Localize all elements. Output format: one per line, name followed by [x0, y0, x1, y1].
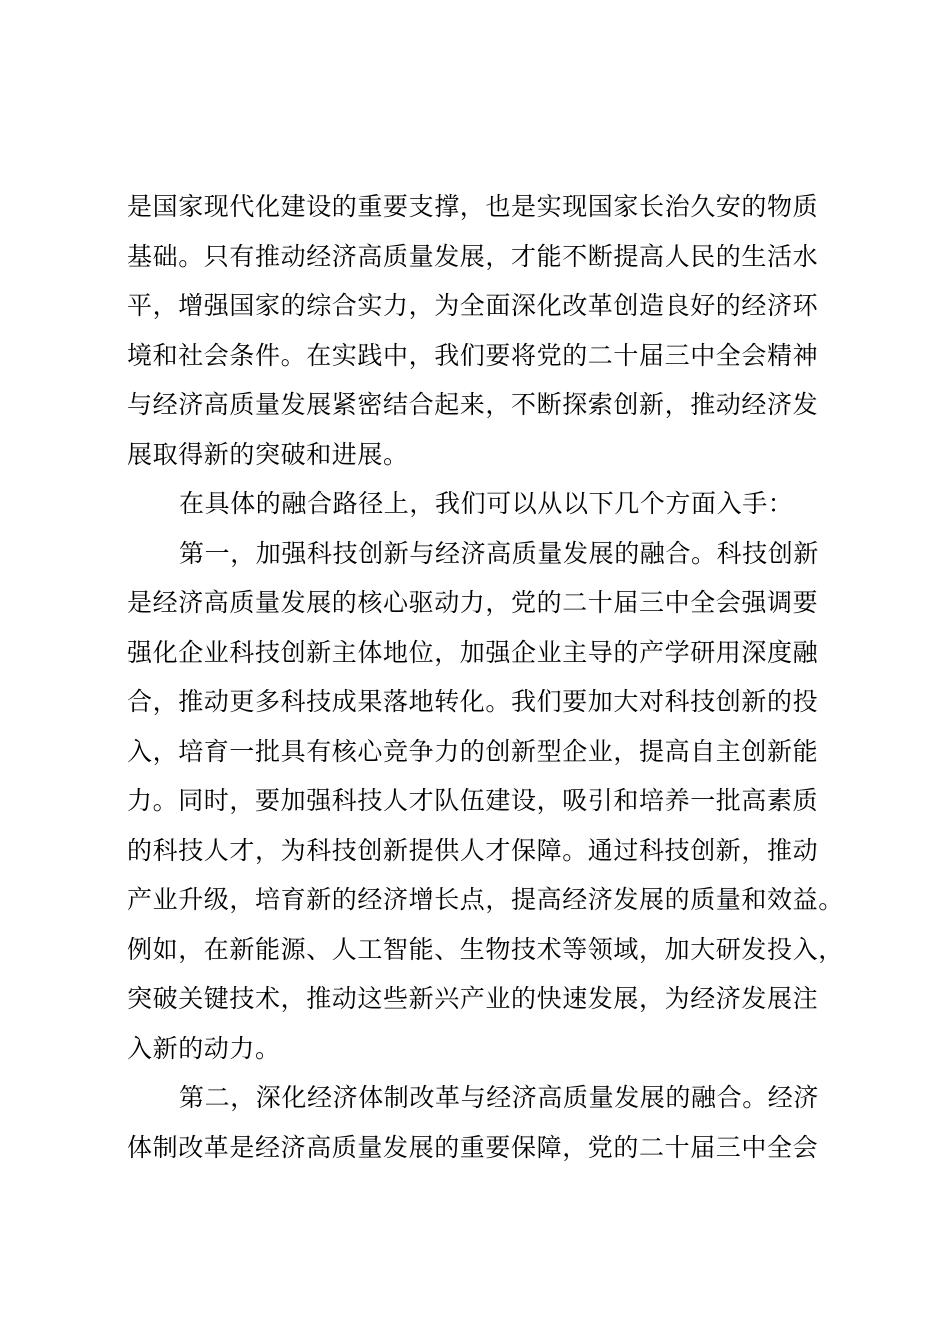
- text-line: 基础。只有推动经济高质量发展，才能不断提高人民的生活水: [127, 241, 819, 271]
- text-line: 是国家现代化建设的重要支撑，也是实现国家长治久安的物质: [127, 192, 819, 221]
- text-line: 入，培育一批具有核心竞争力的创新型企业，提高自主创新能: [127, 736, 819, 766]
- text-line: 合，推动更多科技成果落地转化。我们要加大对科技创新的投: [127, 687, 819, 716]
- text-line: 强化企业科技创新主体地位，加强企业主导的产学研用深度融: [127, 637, 819, 667]
- body-text: [127, 182, 855, 1172]
- text-line: 突破关键技术，推动这些新兴产业的快速发展，为经济发展注: [127, 984, 819, 1013]
- text-line: 产业升级，培育新的经济增长点，提高经济发展的质量和效益。: [127, 885, 844, 914]
- paragraph-first-line: 第一，加强科技创新与经济高质量发展的融合。科技创新: [179, 538, 820, 568]
- text-line: 是经济高质量发展的核心驱动力，党的二十届三中全会强调要: [127, 588, 819, 617]
- text-line: 境和社会条件。在实践中，我们要将党的二十届三中全会精神: [127, 340, 819, 370]
- paragraph-first-line: 在具体的融合路径上，我们可以从以下几个方面入手：: [179, 489, 794, 518]
- text-line: 体制改革是经济高质量发展的重要保障，党的二十届三中全会: [127, 1132, 819, 1162]
- text-line: 例如，在新能源、人工智能、生物技术等领域，加大研发投入，: [127, 934, 844, 964]
- text-line: 的科技人才，为科技创新提供人才保障。通过科技创新，推动: [127, 835, 819, 865]
- text-line: 与经济高质量发展紧密结合起来，不断探索创新，推动经济发: [127, 390, 819, 419]
- text-line: 平，增强国家的综合实力，为全面深化改革创造良好的经济环: [127, 291, 819, 320]
- text-line: 入新的动力。: [127, 1033, 281, 1063]
- text-line: 展取得新的突破和进展。: [127, 439, 409, 469]
- text-line: 力。同时，要加强科技人才队伍建设，吸引和培养一批高素质: [127, 786, 819, 815]
- paragraph-first-line: 第二，深化经济体制改革与经济高质量发展的融合。经济: [179, 1083, 820, 1112]
